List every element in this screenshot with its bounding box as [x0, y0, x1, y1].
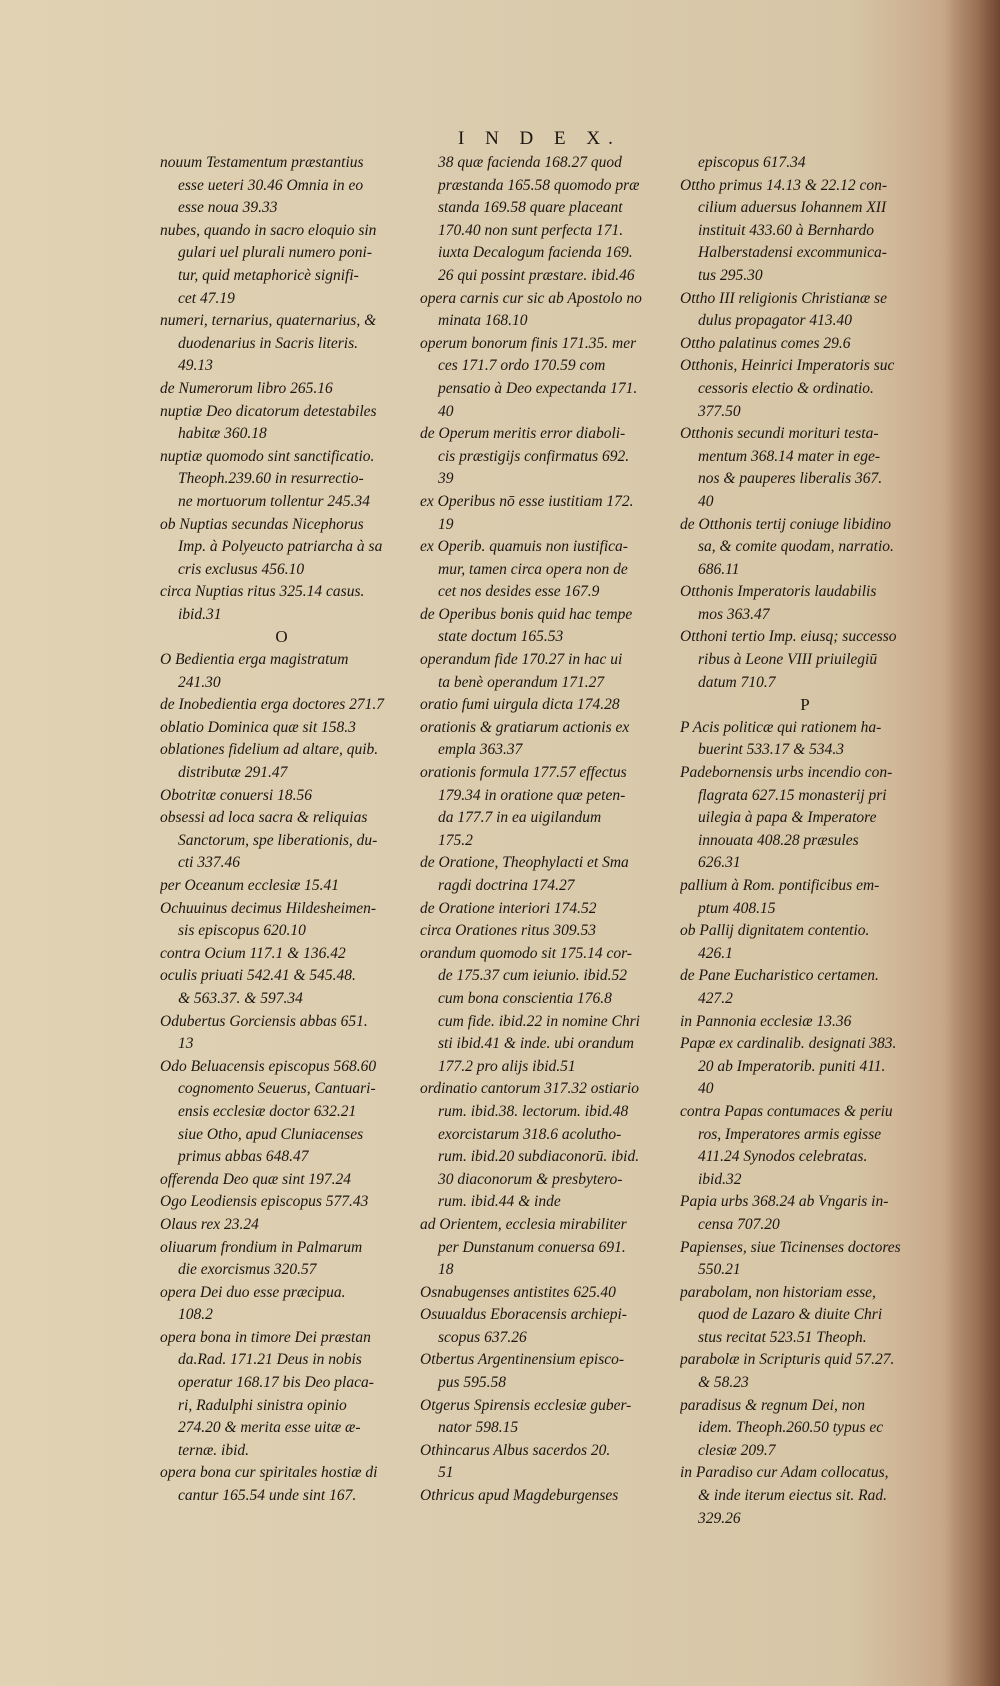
page-gutter-shadow — [945, 0, 1000, 1686]
index-entry-continuation: ibid.32 — [698, 1170, 742, 1188]
index-entry-continuation: operatur 168.17 bis Deo placa- — [178, 1374, 374, 1392]
index-entry-continuation: cognomento Seuerus, Cantuari- — [178, 1080, 376, 1098]
index-entry-continuation: 170.40 non sunt perfecta 171. — [438, 221, 624, 239]
index-entry-continuation: state doctum 165.53 — [438, 628, 564, 646]
index-entry: Otthonis, Heinrici Imperatoris suc — [680, 357, 895, 375]
index-entry-continuation: 241.30 — [178, 673, 221, 691]
index-entry: orandum quomodo sit 175.14 cor- — [420, 944, 632, 962]
index-entry: Othricus apud Magdeburgenses — [420, 1487, 619, 1505]
index-entry: offerenda Deo quæ sint 197.24 — [160, 1170, 352, 1188]
index-entry: Osuualdus Eboracensis archiepi- — [420, 1306, 627, 1324]
index-entry: Papienses, siue Ticinenses doctores — [680, 1238, 901, 1256]
section-letter: O — [275, 627, 288, 647]
index-entry-continuation: sis episcopus 620.10 — [178, 922, 306, 940]
index-entry: Othincarus Albus sacerdos 20. — [420, 1441, 611, 1459]
index-entry-continuation: 329.26 — [698, 1509, 741, 1527]
index-entry-continuation: 426.1 — [698, 944, 733, 962]
index-entry: de Oratione, Theophylacti et Sma — [420, 854, 629, 872]
index-entry-continuation: 26 qui possint præstare. ibid.46 — [438, 266, 635, 284]
index-entry-continuation: siue Otho, apud Cluniacenses — [178, 1125, 364, 1143]
index-entry: ex Operibus nō esse iustitiam 172. — [420, 492, 634, 510]
index-entry-continuation: 427.2 — [698, 989, 733, 1007]
index-entry-continuation: cantur 165.54 unde sint 167. — [178, 1487, 357, 1505]
index-entry-continuation: 377.50 — [698, 402, 741, 420]
index-entry-continuation: & inde iterum eiectus sit. Rad. — [698, 1487, 887, 1505]
index-entry: operandum fide 170.27 in hac ui — [420, 651, 623, 669]
index-entry-continuation: datum 710.7 — [698, 673, 776, 691]
index-entry: in Pannonia ecclesiæ 13.36 — [680, 1012, 852, 1030]
index-entry: oratio fumi uirgula dicta 174.28 — [420, 696, 620, 714]
index-entry-continuation: 40 — [698, 492, 714, 510]
index-entry-continuation: 274.20 & merita esse uitæ æ- — [178, 1419, 361, 1437]
index-entry-continuation: pensatio à Deo expectanda 171. — [438, 379, 638, 397]
index-entry: Otthonis Imperatoris laudabilis — [680, 583, 877, 601]
index-entry: contra Papas contumaces & periu — [680, 1102, 893, 1120]
index-entry-continuation: rum. ibid.44 & inde — [438, 1193, 561, 1211]
index-entry-continuation: cet nos desides esse 167.9 — [438, 583, 600, 601]
index-entry-continuation: ri, Radulphi sinistra opinio — [178, 1396, 347, 1414]
index-entry-continuation: 51 — [438, 1464, 454, 1482]
index-entry: oblatio Dominica quæ sit 158.3 — [160, 718, 356, 736]
index-entry: nuptiæ Deo dicatorum detestabiles — [160, 402, 377, 420]
index-entry: Otthoni tertio Imp. eiusq; successo — [680, 628, 897, 646]
index-entry-continuation: ibid.31 — [178, 605, 222, 623]
index-entry-continuation: ros, Imperatores armis egisse — [698, 1125, 882, 1143]
index-entry: ex Operib. quamuis non iustifica- — [420, 538, 628, 556]
index-entry: P Acis politicæ qui rationem ha- — [680, 718, 882, 736]
index-entry-continuation: 30 diaconorum & presbytero- — [438, 1170, 623, 1188]
index-entry-continuation: flagrata 627.15 monasterij pri — [698, 786, 887, 804]
index-entry: Padebornensis urbs incendio con- — [680, 764, 893, 782]
index-entry: de Operum meritis error diaboli- — [420, 425, 626, 443]
index-entry-continuation: sti ibid.41 & inde. ubi orandum — [438, 1035, 634, 1053]
index-entry: orationis & gratiarum actionis ex — [420, 718, 630, 736]
index-entry-continuation: nos & pauperes liberalis 367. — [698, 470, 883, 488]
index-column-2 — [420, 152, 665, 1508]
index-entry: Ottho primus 14.13 & 22.12 con- — [680, 176, 888, 194]
index-entry-continuation: 108.2 — [178, 1306, 213, 1324]
index-entry: oliuarum frondium in Palmarum — [160, 1238, 363, 1256]
index-entry: oblationes fidelium ad altare, quib. — [160, 741, 379, 759]
index-entry: Odo Beluacensis episcopus 568.60 — [160, 1057, 377, 1075]
index-entry-continuation: exorcistarum 318.6 acolutho- — [438, 1125, 622, 1143]
index-entry-continuation: rum. ibid.38. lectorum. ibid.48 — [438, 1102, 629, 1120]
index-entry: parabolæ in Scripturis quid 57.27. — [680, 1351, 895, 1369]
index-entry-continuation: 686.11 — [698, 560, 740, 578]
index-entry-continuation: 177.2 pro alijs ibid.51 — [438, 1057, 576, 1075]
index-entry: O Bedientia erga magistratum — [160, 651, 349, 669]
index-entry: orationis formula 177.57 effectus — [420, 764, 627, 782]
index-entry: parabolam, non historiam esse, — [680, 1283, 876, 1301]
index-entry: Papia urbs 368.24 ab Vngaris in- — [680, 1193, 889, 1211]
index-entry-continuation: empla 363.37 — [438, 741, 523, 759]
index-entry: Papæ ex cardinalib. designati 383. — [680, 1035, 897, 1053]
index-entry-continuation: Halberstadensi excommunica- — [698, 244, 887, 262]
index-entry-continuation: standa 169.58 quare placeant — [438, 199, 623, 217]
index-entry-continuation: iuxta Decalogum facienda 169. — [438, 244, 633, 262]
index-entry-continuation: nator 598.15 — [438, 1419, 519, 1437]
index-entry-continuation: 40 — [438, 402, 454, 420]
index-entry-continuation: ces 171.7 ordo 170.59 com — [438, 357, 606, 375]
index-entry-continuation: clesiæ 209.7 — [698, 1441, 776, 1459]
index-column-3 — [680, 152, 930, 1530]
index-entry-continuation: buerint 533.17 & 534.3 — [698, 741, 844, 759]
index-entry: circa Nuptias ritus 325.14 casus. — [160, 583, 365, 601]
index-entry-continuation: præstanda 165.58 quomodo præ — [438, 176, 640, 194]
index-entry-continuation: 39 — [438, 470, 454, 488]
index-entry: Otgerus Spirensis ecclesiæ guber- — [420, 1396, 632, 1414]
index-entry-continuation: 626.31 — [698, 854, 741, 872]
index-entry: nouum Testamentum præstantius — [160, 154, 364, 171]
index-entry-continuation: quod de Lazaro & diuite Chri — [698, 1306, 883, 1324]
index-entry-continuation: Theoph.239.60 in resurrectio- — [178, 470, 364, 488]
index-entry-continuation: Sanctorum, spe liberationis, du- — [178, 831, 378, 849]
index-entry: de Pane Eucharistico certamen. — [680, 967, 879, 985]
index-entry: oculis priuati 542.41 & 545.48. — [160, 967, 356, 985]
index-entry-continuation: minata 168.10 — [438, 312, 528, 330]
index-entry: Osnabugenses antistites 625.40 — [420, 1283, 616, 1301]
index-entry: numeri, ternarius, quaternarius, & — [160, 312, 377, 330]
index-entry-continuation: 175.2 — [438, 831, 473, 849]
index-entry: opera bona cur spiritales hostiæ di — [160, 1464, 378, 1482]
index-entry: opera Dei duo esse præcipua. — [160, 1283, 346, 1301]
index-entry-continuation: 13 — [178, 1035, 194, 1053]
index-entry: Ochuuinus decimus Hildesheimen- — [160, 899, 377, 917]
index-entry-continuation: mos 363.47 — [698, 605, 770, 623]
index-entry: Ottho III religionis Christianæ se — [680, 289, 887, 307]
index-entry-continuation: Imp. à Polyeucto patriarcha à sa — [178, 538, 383, 556]
index-entry: obsessi ad loca sacra & reliquias — [160, 809, 368, 827]
index-entry: nuptiæ quomodo sint sanctificatio. — [160, 447, 375, 465]
index-entry-continuation: tur, quid metaphoricè signifi- — [178, 266, 359, 284]
index-entry-continuation: per Dunstanum conuersa 691. — [438, 1238, 626, 1256]
index-entry: ob Pallij dignitatem contentio. — [680, 922, 870, 940]
index-entry-continuation: uilegia à papa & Imperatore — [698, 809, 877, 827]
index-entry: Otthonis secundi morituri testa- — [680, 425, 879, 443]
index-entry-continuation: esse ueteri 30.46 Omnia in eo — [178, 176, 364, 194]
index-entry-continuation: ribus à Leone VIII priuilegiū — [698, 651, 878, 669]
index-entry-continuation: cti 337.46 — [178, 854, 240, 872]
index-entry: de Inobedientia erga doctores 271.7 — [160, 696, 384, 714]
index-entry-continuation: cum bona conscientia 176.8 — [438, 989, 612, 1007]
index-entry-continuation: 40 — [698, 1080, 714, 1098]
index-entry: Odubertus Gorciensis abbas 651. — [160, 1012, 368, 1030]
index-entry: operum bonorum finis 171.35. mer — [420, 334, 637, 352]
index-entry-continuation: 411.24 Synodos celebratas. — [698, 1148, 868, 1166]
index-entry-continuation: episcopus 617.34 — [698, 154, 806, 171]
index-entry-continuation: innouata 408.28 præsules — [698, 831, 859, 849]
index-entry-continuation: 179.34 in oratione quæ peten- — [438, 786, 626, 804]
index-entry-continuation: scopus 637.26 — [438, 1328, 527, 1346]
index-entry-continuation: ptum 408.15 — [698, 899, 776, 917]
index-entry-continuation: 18 — [438, 1261, 454, 1279]
index-entry-continuation: ensis ecclesiæ doctor 632.21 — [178, 1102, 357, 1120]
index-entry: Ottho palatinus comes 29.6 — [680, 334, 851, 352]
index-entry-continuation: primus abbas 648.47 — [178, 1148, 309, 1166]
index-entry: in Paradiso cur Adam collocatus, — [680, 1464, 889, 1482]
index-entry-continuation: cilium aduersus Iohannem XII — [698, 199, 887, 217]
index-entry-continuation: duodenarius in Sacris literis. — [178, 334, 358, 352]
index-entry: de Operibus bonis quid hac tempe — [420, 605, 633, 623]
section-letter: P — [800, 695, 810, 715]
index-entry-continuation: mur, tamen circa opera non de — [438, 560, 628, 578]
index-entry: circa Orationes ritus 309.53 — [420, 922, 596, 940]
index-entry-continuation: gulari uel plurali numero poni- — [178, 244, 373, 262]
index-entry-continuation: sa, & comite quodam, narratio. — [698, 538, 894, 556]
index-entry-continuation: esse noua 39.33 — [178, 199, 278, 217]
index-entry: contra Ocium 117.1 & 136.42 — [160, 944, 346, 962]
index-entry-continuation: rum. ibid.20 subdiaconorū. ibid. — [438, 1148, 640, 1166]
index-entry-continuation: cum fide. ibid.22 in nomine Chri — [438, 1012, 640, 1030]
index-entry-continuation: stus recitat 523.51 Theoph. — [698, 1328, 867, 1346]
index-entry: per Oceanum ecclesiæ 15.41 — [160, 877, 340, 894]
index-entry: ob Nuptias secundas Nicephorus — [160, 515, 364, 533]
index-entry-continuation: 19 — [438, 515, 454, 533]
index-entry-continuation: 38 quæ facienda 168.27 quod — [438, 154, 622, 171]
index-entry: Obotritæ conuersi 18.56 — [160, 786, 312, 804]
index-entry: opera carnis cur sic ab Apostolo no — [420, 289, 642, 307]
index-entry: de Numerorum libro 265.16 — [160, 379, 333, 397]
page-header: I N D E X. — [458, 128, 621, 149]
index-entry-continuation: ternæ. ibid. — [178, 1441, 250, 1459]
index-entry-continuation: die exorcismus 320.57 — [178, 1261, 317, 1279]
index-entry: Ogo Leodiensis episcopus 577.43 — [160, 1193, 369, 1211]
index-entry-continuation: mentum 368.14 mater in ege- — [698, 447, 881, 465]
index-entry-continuation: instituit 433.60 à Bernhardo — [698, 221, 874, 239]
index-entry-continuation: ne mortuorum tollentur 245.34 — [178, 492, 371, 510]
index-entry-continuation: da.Rad. 171.21 Deus in nobis — [178, 1351, 362, 1369]
index-entry: opera bona in timore Dei præstan — [160, 1328, 371, 1346]
index-entry-continuation: pus 595.58 — [438, 1374, 507, 1392]
index-entry-continuation: & 58.23 — [698, 1374, 749, 1392]
index-entry-continuation: censa 707.20 — [698, 1215, 780, 1233]
index-entry-continuation: ta benè operandum 171.27 — [438, 673, 605, 691]
index-entry: de Otthonis tertij coniuge libidino — [680, 515, 891, 533]
index-entry: nubes, quando in sacro eloquio sin — [160, 221, 377, 239]
index-entry-continuation: 49.13 — [178, 357, 213, 375]
index-entry: ad Orientem, ecclesia mirabiliter — [420, 1215, 627, 1233]
index-entry-continuation: cis præstigijs confirmatus 692. — [438, 447, 630, 465]
index-entry-continuation: cet 47.19 — [178, 289, 235, 307]
index-entry-continuation: cris exclusus 456.10 — [178, 560, 305, 578]
index-entry-continuation: dulus propagator 413.40 — [698, 312, 853, 330]
index-entry: Olaus rex 23.24 — [160, 1215, 259, 1233]
index-entry-continuation: habitæ 360.18 — [178, 425, 267, 443]
index-entry-continuation: tus 295.30 — [698, 266, 763, 284]
index-column-1 — [160, 152, 403, 1508]
index-entry: de Oratione interiori 174.52 — [420, 899, 597, 917]
index-entry: Otbertus Argentinensium episco- — [420, 1351, 625, 1369]
index-entry-continuation: & 563.37. & 597.34 — [178, 989, 303, 1007]
index-entry: pallium à Rom. pontificibus em- — [680, 877, 880, 894]
index-entry-continuation: 20 ab Imperatorib. puniti 411. — [698, 1057, 886, 1075]
index-entry: paradisus & regnum Dei, non — [680, 1396, 865, 1414]
index-entry: ordinatio cantorum 317.32 ostiario — [420, 1080, 640, 1098]
index-entry-continuation: ragdi doctrina 174.27 — [438, 877, 575, 894]
index-entry-continuation: idem. Theoph.260.50 typus ec — [698, 1419, 884, 1437]
index-entry-continuation: 550.21 — [698, 1261, 741, 1279]
index-entry-continuation: distributæ 291.47 — [178, 764, 288, 782]
index-entry-continuation: da 177.7 in ea uigilandum — [438, 809, 602, 827]
index-entry-continuation: cessoris electio & ordinatio. — [698, 379, 874, 397]
index-entry-continuation: de 175.37 cum ieiunio. ibid.52 — [438, 967, 627, 985]
